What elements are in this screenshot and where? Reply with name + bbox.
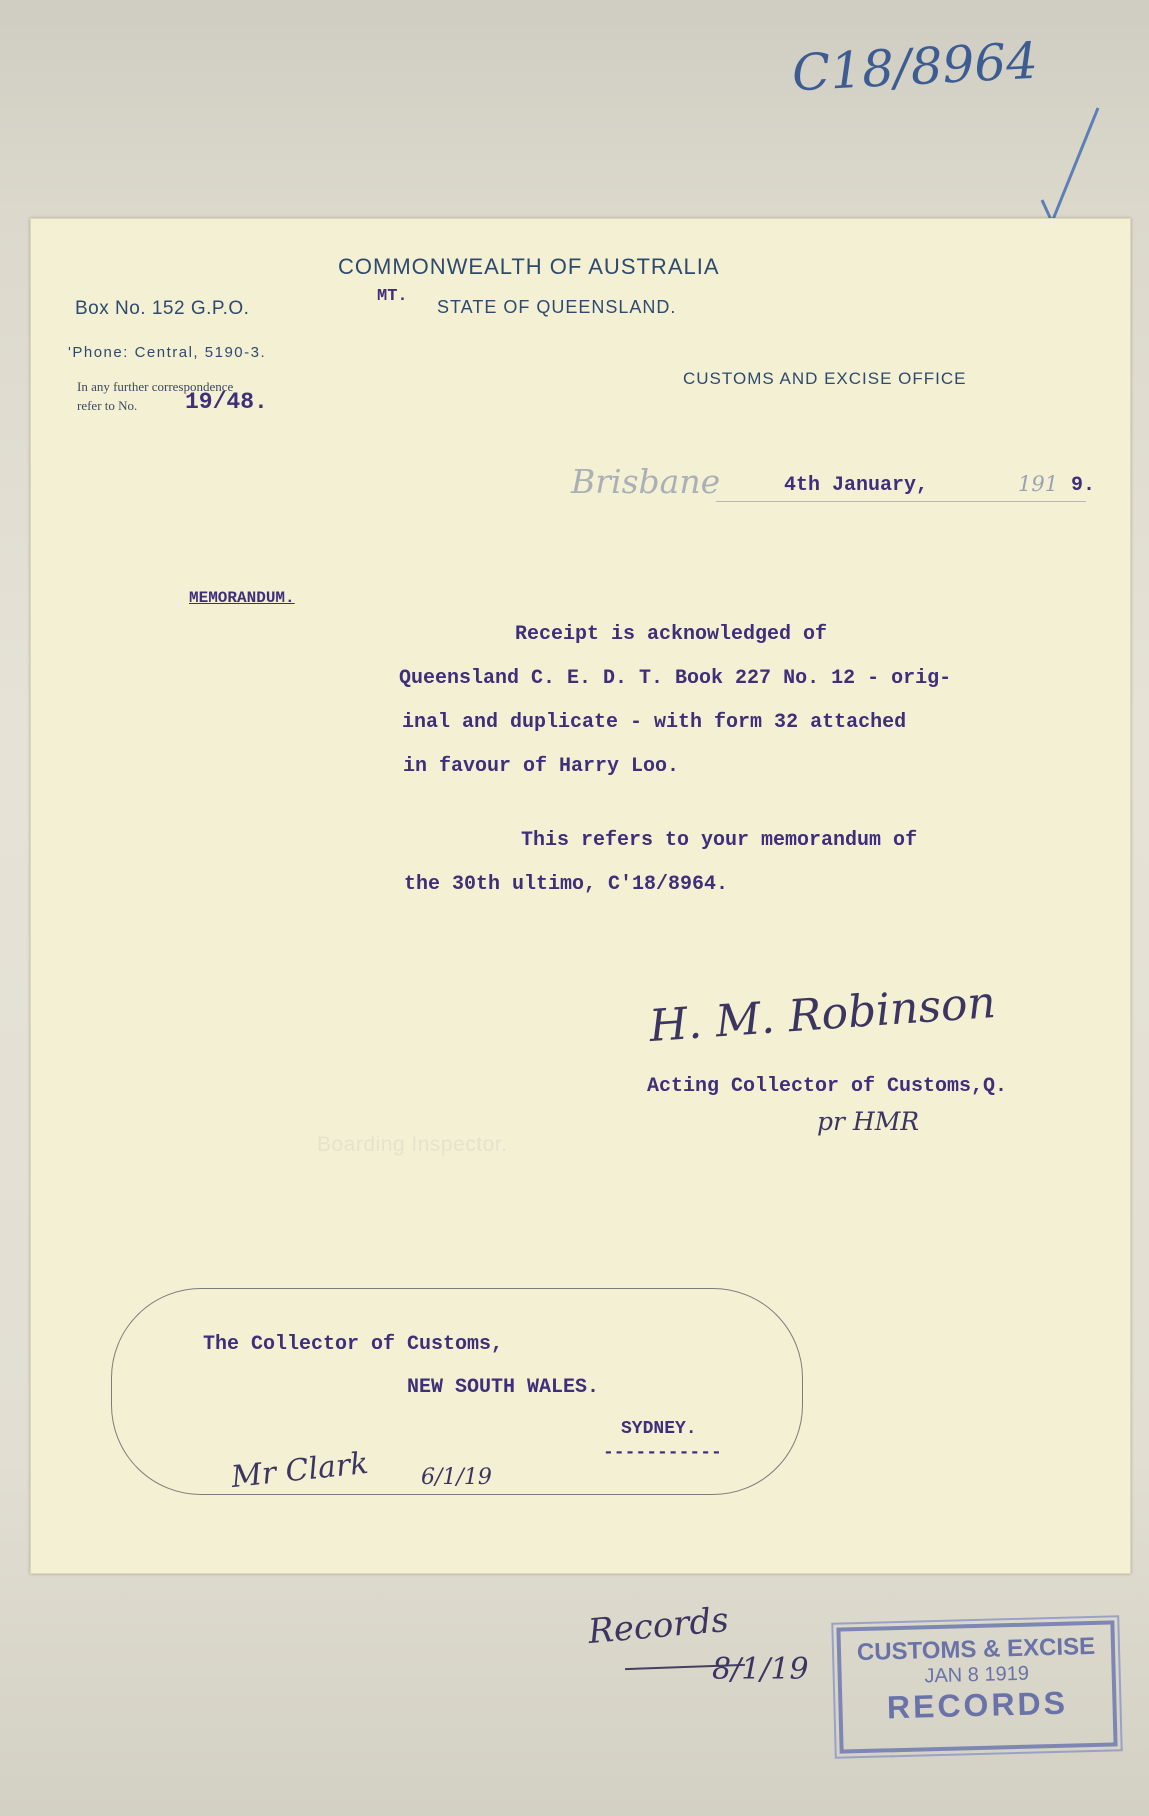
stamp-line-3: RECORDS: [886, 1684, 1069, 1726]
memo-heading: MEMORANDUM.: [189, 589, 295, 607]
annotation-date: 6/1/19: [421, 1465, 492, 1490]
reference-label-1: In any further correspondence: [77, 379, 234, 394]
year-typed: 9.: [1071, 474, 1096, 497]
signature: H. M. Robinson: [647, 976, 998, 1053]
stamp-line-2: JAN 8 1919: [924, 1662, 1030, 1688]
stamp-line-1: CUSTOMS & EXCISE: [856, 1632, 1096, 1667]
address-line-3: SYDNEY.: [621, 1419, 697, 1439]
address-line-1: The Collector of Customs,: [203, 1333, 504, 1356]
check-mark: [1030, 100, 1110, 230]
records-date: 8/1/19: [712, 1652, 809, 1687]
phone-number: 'Phone: Central, 5190-3.: [68, 344, 267, 361]
box-number: Box No. 152 G.P.O.: [75, 298, 250, 319]
file-reference: C18/8964: [790, 31, 1040, 103]
place-and-date: [571, 462, 1116, 510]
date-underline: [716, 501, 1086, 502]
faded-text: Boarding Inspector.: [317, 1133, 508, 1156]
memorandum-sheet: [30, 218, 1131, 1574]
records-stamp: [836, 1620, 1117, 1753]
memo-line-5: This refers to your memorandum of: [521, 829, 918, 852]
memo-line-4: in favour of Harry Loo.: [403, 755, 680, 778]
letterhead-title: COMMONWEALTH OF AUSTRALIA: [338, 254, 720, 279]
date: 4th January,: [784, 474, 929, 497]
address-rule: -----------: [603, 1443, 722, 1463]
reference-label-2: refer to No.: [77, 398, 138, 413]
year-printed: 191: [1018, 472, 1059, 496]
reference-number: 19/48.: [185, 389, 268, 415]
address-line-2: NEW SOUTH WALES.: [407, 1376, 600, 1399]
place: Brisbane: [571, 462, 721, 501]
memo-line-1: Receipt is acknowledged of: [515, 623, 828, 646]
letterhead-state: STATE OF QUEENSLAND.: [437, 297, 677, 317]
signer-initials: pr HMR: [817, 1107, 920, 1136]
annotation-name: Mr Clark: [229, 1445, 371, 1496]
records-note: Records: [586, 1599, 731, 1653]
state-mark: MT.: [377, 287, 408, 306]
signer-title: Acting Collector of Customs,Q.: [647, 1075, 1008, 1098]
memo-line-3: inal and duplicate - with form 32 attached: [402, 711, 907, 734]
office-name: CUSTOMS AND EXCISE OFFICE: [683, 369, 967, 388]
memo-line-6: the 30th ultimo, C'18/8964.: [404, 873, 729, 896]
memo-line-2: Queensland C. E. D. T. Book 227 No. 12 - orig-: [399, 667, 952, 690]
